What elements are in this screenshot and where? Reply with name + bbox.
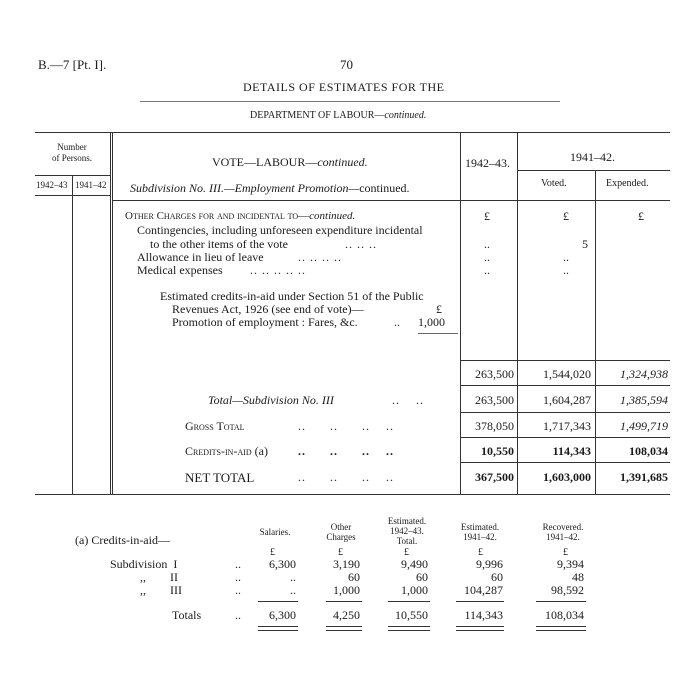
footnote-cell: 104,287 [464, 583, 503, 597]
total-value-expended: 1,385,594 [620, 393, 668, 407]
header-bottom-rule [112, 200, 670, 201]
footnote-double-rule [536, 626, 586, 631]
footnote-sum-rule [536, 601, 586, 602]
footnote-cell: 1,000 [401, 583, 428, 597]
sum-value-expended: 1,324,938 [620, 367, 668, 381]
credits-value: 1,000 [418, 315, 445, 329]
footnote-cell: 60 [416, 570, 428, 584]
pound-symbol-1942: £ [484, 209, 490, 223]
table-top-rule [35, 132, 670, 133]
total-value-1942: 263,500 [475, 393, 514, 407]
leader-dots: .. [235, 583, 241, 597]
persons-1941-header: 1941–42 [75, 180, 107, 190]
footnote-cell: 98,592 [551, 583, 584, 597]
department-subtitle: DEPARTMENT OF LABOUR—continued. [250, 110, 427, 121]
page-title: DETAILS OF ESTIMATES FOR THE [243, 80, 445, 94]
page-number: 70 [340, 57, 353, 72]
expended-header: Expended. [606, 178, 649, 189]
footnote-col-header: Other Charges [326, 522, 356, 542]
total-subdivision-label: Total—Subdivision No. III [208, 393, 334, 407]
footnote-cell: 9,394 [557, 557, 584, 571]
item-label: Allowance in lieu of leave [137, 250, 264, 264]
footnote-cell: 6,300 [269, 557, 296, 571]
item-value-voted: 5 [582, 237, 588, 251]
item-value-1942: .. [484, 250, 490, 264]
footnote-total-cell: 10,550 [395, 608, 428, 622]
col-1942-left-rule [460, 132, 461, 494]
footnote-total-cell: 4,250 [333, 608, 360, 622]
net-value-voted: 1,603,000 [543, 470, 591, 484]
table-bottom-rule [35, 494, 670, 495]
footnote-total-cell: 6,300 [269, 608, 296, 622]
net-value-expended: 1,391,685 [620, 470, 668, 484]
footnote-cell: 60 [348, 570, 360, 584]
item-label: Contingencies, including unforeseen expenditure incidental [137, 223, 423, 237]
credits-note-line: Revenues Act, 1926 (see end of vote)— [172, 302, 364, 316]
item-value-voted: .. [563, 263, 569, 277]
persons-1942-header: 1942–43 [36, 180, 68, 190]
leader-dots: .. .. .. .. [298, 250, 342, 264]
pound-symbol-voted: £ [563, 209, 569, 223]
leader-dots: .. .. .. .. [298, 444, 394, 458]
footnote-double-rule [258, 626, 298, 631]
gross-value-voted: 1,717,343 [543, 419, 591, 433]
footnote-cell: 48 [572, 570, 584, 584]
page-reference: B.—7 [Pt. I]. [38, 57, 107, 72]
item-label: Medical expenses [137, 263, 223, 277]
leader-dots: .. .. [392, 393, 424, 407]
number-of-persons-header: Number of Persons. [52, 142, 92, 163]
sum-value-voted: 1,544,020 [543, 367, 591, 381]
footnote-cell: 3,190 [333, 557, 360, 571]
footnote-sum-rule [456, 601, 504, 602]
voted-header: Voted. [541, 178, 567, 189]
subdivision-title: Subdivision No. III.—Employment Promotion—continued. [130, 181, 410, 195]
footnote-double-rule [388, 626, 430, 631]
item-value-1942: .. [484, 263, 490, 277]
leader-dots: .. .. .. .. .. [250, 263, 306, 277]
leader-dots: .. [235, 608, 241, 622]
leader-dots: .. [235, 557, 241, 571]
footnote-pound: £ [478, 547, 483, 558]
leader-dots: .. .. .. .. [298, 470, 394, 484]
footnote-col-header: Salaries. [259, 527, 291, 537]
footnote-totals-label: Totals [172, 608, 202, 622]
persons-column-rule [72, 175, 73, 494]
vote-title: VOTE—LABOUR—continued. [212, 155, 368, 169]
gross-total-label: Gross Total [185, 419, 245, 433]
pound-symbol-expended: £ [638, 209, 644, 223]
footnote-cell: 1,000 [333, 583, 360, 597]
footnote-label: (a) Credits-in-aid— [75, 533, 170, 547]
year-1941-rule [517, 170, 670, 171]
gross-value-1942: 378,050 [475, 419, 514, 433]
footnote-total-cell: 108,034 [545, 608, 584, 622]
footnote-pound: £ [404, 547, 409, 558]
credits-note-line: Estimated credits-in-aid under Section 51 of the Public [160, 289, 424, 303]
leader-dots: .. [394, 315, 400, 329]
total-value-voted: 1,604,287 [543, 393, 591, 407]
credits-pound-symbol: £ [436, 302, 442, 316]
footnote-cell: 60 [491, 570, 503, 584]
footnote-cell: .. [290, 583, 296, 597]
item-value-voted: .. [563, 250, 569, 264]
sum-value-1942: 263,500 [475, 367, 514, 381]
persons-right-rule [110, 132, 111, 494]
footnote-total-cell: 114,343 [464, 608, 503, 622]
col-expended-left-rule [595, 170, 596, 494]
other-charges-heading: Other Charges for and incidental to—continued. [125, 210, 356, 222]
footnote-col-header: Recovered. 1941–42. [542, 522, 584, 542]
persons-right-rule-2 [112, 132, 113, 494]
col-1941-voted-left-rule [517, 132, 518, 494]
credits-value-1942: 10,550 [481, 444, 514, 458]
footnote-cell: 9,490 [401, 557, 428, 571]
footnote-pound: £ [270, 547, 275, 558]
footnote-col-header: Estimated. 1941–42. [460, 522, 500, 542]
footnote-sum-rule [258, 601, 298, 602]
leader-dots: .. .. .. [345, 237, 377, 251]
footnote-pound: £ [338, 547, 343, 558]
net-value-1942: 367,500 [475, 470, 514, 484]
credits-value-voted: 114,343 [552, 444, 591, 458]
sum-bottom-rule [460, 385, 670, 386]
sum-top-rule [460, 360, 670, 361]
credits-note-line: Promotion of employment : Fares, &c. [172, 315, 358, 329]
gross-value-expended: 1,499,719 [620, 419, 668, 433]
item-label: to the other items of the vote [150, 237, 288, 251]
footnote-sum-rule [326, 601, 362, 602]
footnote-sum-rule [388, 601, 430, 602]
leader-dots: .. .. .. .. [298, 419, 394, 433]
footnote-col-header: Estimated. 1942–43. Total. [387, 516, 427, 546]
credits-value-expended: 108,034 [629, 444, 668, 458]
net-total-label: NET TOTAL [185, 470, 255, 485]
footnote-double-rule [326, 626, 362, 631]
title-divider [140, 101, 560, 102]
credits-bottom-rule [460, 462, 670, 463]
item-value-1942: .. [484, 237, 490, 251]
footnote-row-label: ,, II [140, 570, 178, 584]
footnote-cell: 9,996 [476, 557, 503, 571]
total-bottom-rule [460, 412, 670, 413]
footnote-row-label: ,, III [140, 583, 182, 597]
credits-underline [418, 333, 458, 334]
footnote-double-rule [456, 626, 504, 631]
year-1941-header: 1941–42. [570, 150, 615, 164]
gross-bottom-rule [460, 437, 670, 438]
footnote-row-label: Subdivision I [110, 557, 178, 571]
leader-dots: .. [235, 570, 241, 584]
footnote-cell: .. [290, 570, 296, 584]
year-1942-header: 1942–43. [465, 156, 510, 170]
footnote-pound: £ [563, 547, 568, 558]
credits-in-aid-label: Credits-in-aid (a) [185, 444, 268, 458]
